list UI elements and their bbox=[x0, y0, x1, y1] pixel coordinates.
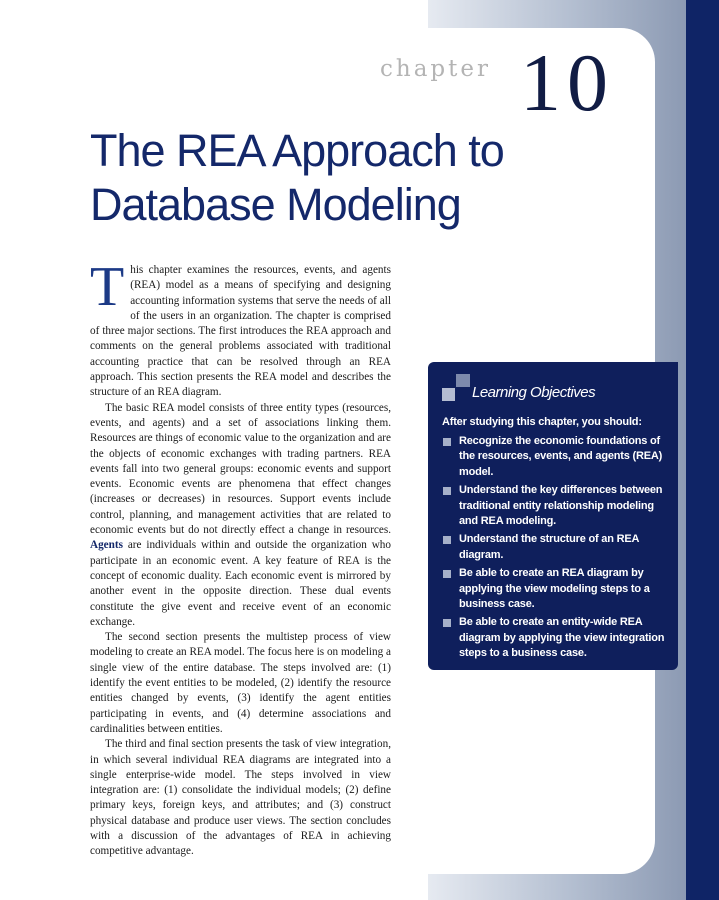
objective-item bbox=[442, 615, 670, 661]
chapter-title bbox=[90, 124, 560, 232]
paragraph-2-text-a: The basic REA model consists of three entity types (resources, events, and agents) and a set of associations linking them. Resources are things of economic value to the organization and are the objects of economic exchanges with trading partners. REA events fall into two general groups: economic events and support events. Economic events are phenomena that effect changes (increases or decreases) in resources. Support events include control, planning, and management activities that are related to economic events but do not directly effect a change in resources. bbox=[90, 401, 391, 537]
objective-item bbox=[442, 483, 670, 529]
square-bullet-icon bbox=[443, 487, 451, 495]
intro-paragraph-2 bbox=[90, 401, 391, 630]
chapter-label: chapter bbox=[380, 56, 491, 82]
objective-item bbox=[442, 532, 670, 563]
learning-objectives-box bbox=[428, 362, 678, 670]
intro-paragraph-4: The third and final section presents the task of view integration, in which several individual REA diagrams are integrated into a single enterprise-wide model. The steps involved in view integration are: (1) consolidate the individual models; (2) define primary keys, foreign keys, and attributes; and (3) construct physical database and produce user views. The section concludes with a discussion of the advantages of REA in achieving competitive advantage. bbox=[90, 738, 391, 858]
title-line-2: Database Modeling bbox=[90, 179, 461, 230]
objective-item bbox=[442, 434, 670, 480]
objective-text: Recognize the economic foundations of the resources, events, and agents (REA) model. bbox=[459, 435, 663, 478]
intro-paragraph-1 bbox=[90, 256, 391, 401]
chapter-intro-body bbox=[90, 256, 391, 860]
square-bullet-icon bbox=[443, 570, 451, 578]
learning-objectives-heading: Learning Objectives bbox=[472, 384, 596, 401]
objective-item bbox=[442, 566, 670, 612]
paragraph-1-text: his chapter examines the resources, events, and agents (REA) model as a means of specifying and designing accounting information systems that serve the needs of all of the users in an organization. The chapter is comprised of three major sections. The first introduces the REA approach and comments on the general problems associated with traditional accounting practice that can be resolved through an REA approach. This section presents the REA model and describes the structure of an REA diagram. bbox=[90, 264, 391, 399]
objective-text: Be able to create an entity-wide REA diagram by applying the view integration steps to a business case. bbox=[459, 616, 665, 660]
paragraph-2-text-b: are individuals within and outside the organization who participate in an economic event. A key feature of REA is the concept of economic duality. Each economic event is mirrored by another event in the opposite direction. These dual events constitute the give event and receive event of an economic exchange. bbox=[90, 539, 391, 628]
title-line-1: The REA Approach to bbox=[90, 125, 504, 176]
drop-cap: T bbox=[90, 256, 125, 318]
intro-paragraph-3: The second section presents the multistep process of view modeling to create an REA model. The focus here is on modeling a single view of the entire database. The steps involved are: (1) identify the event entities to be modeled, (2) identify the resource entities changed by events, (3) identify the agent entities participating in events, and (4) determine associations and cardinalities between entities. bbox=[90, 631, 391, 735]
square-bullet-icon bbox=[443, 438, 451, 446]
chapter-number: 10 bbox=[520, 37, 614, 128]
square-bullet-icon bbox=[443, 536, 451, 544]
square-bullet-icon bbox=[443, 619, 451, 627]
key-term-agents: Agents bbox=[90, 539, 123, 552]
objective-text: Understand the structure of an REA diagram. bbox=[459, 533, 639, 561]
learning-objectives-intro: After studying this chapter, you should: bbox=[442, 416, 642, 428]
navy-edge-strip bbox=[686, 0, 719, 900]
objective-text: Be able to create an REA diagram by applying the view modeling steps to a business case. bbox=[459, 567, 650, 611]
squares-icon bbox=[442, 374, 472, 404]
learning-objectives-list bbox=[442, 434, 670, 665]
objective-text: Understand the key differences between traditional entity relationship modeling and REA modeling. bbox=[459, 484, 663, 528]
